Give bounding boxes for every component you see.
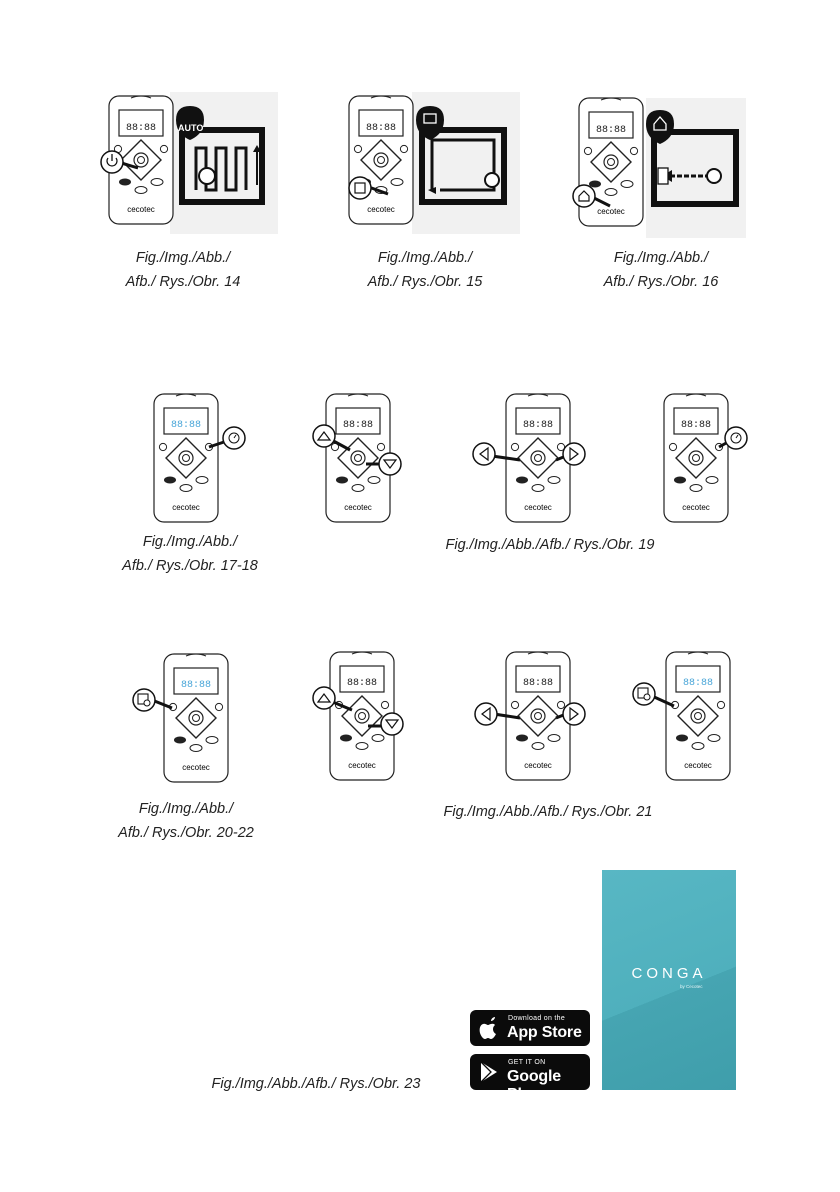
svg-text:88:88: 88:88: [346, 678, 378, 689]
svg-text:cecotec: cecotec: [348, 761, 376, 770]
conga-app-splash: [602, 870, 736, 1090]
svg-text:cecotec: cecotec: [367, 205, 395, 214]
remote-fig-17: [154, 394, 254, 524]
caption-fig-15: Fig./Img./Abb./ Afb./ Rys./Obr. 15: [367, 250, 483, 290]
svg-text:88:88: 88:88: [595, 125, 627, 136]
play-icon: [479, 1061, 501, 1085]
caption-fig-20-22: Fig./Img./Abb./ Afb./ Rys./Obr. 20-22: [118, 801, 254, 841]
apple-icon: [479, 1016, 501, 1040]
svg-text:88:88: 88:88: [365, 123, 397, 134]
svg-text:88:88: 88:88: [682, 678, 714, 689]
conga-logo: CONGA: [631, 965, 707, 982]
conga-byline: by Cecotec: [680, 984, 703, 989]
caption-fig-23: Fig./Img./Abb./Afb./ Rys./Obr. 23: [211, 1076, 421, 1092]
caption-fig-14: Fig./Img./Abb./ Afb./ Rys./Obr. 14: [125, 250, 241, 290]
svg-text:88:88: 88:88: [522, 678, 554, 689]
svg-text:88:88: 88:88: [342, 420, 374, 431]
app-store-small-text: Download on the: [508, 1015, 566, 1022]
remote-illustration: [104, 90, 284, 240]
svg-text:cecotec: cecotec: [524, 761, 552, 770]
svg-text:88:88: 88:88: [170, 420, 202, 431]
svg-text:cecotec: cecotec: [524, 503, 552, 512]
caption-fig-21: Fig./Img./Abb./Afb./ Rys./Obr. 21: [443, 804, 653, 820]
svg-text:cecotec: cecotec: [684, 761, 712, 770]
svg-text:cecotec: cecotec: [172, 503, 200, 512]
remote-fig-20: [124, 654, 234, 784]
svg-text:cecotec: cecotec: [344, 503, 372, 512]
remote-fig-19c: [664, 394, 764, 524]
caption-fig-17-18: Fig./Img./Abb./ Afb./ Rys./Obr. 17-18: [122, 534, 258, 574]
svg-text:88:88: 88:88: [125, 123, 157, 134]
remote-illustration: [344, 90, 524, 240]
app-store-button[interactable]: [470, 1010, 590, 1046]
app-store-label: App Store: [507, 1024, 582, 1041]
remote-fig-21b: [468, 652, 598, 782]
remote-fig-19a: [306, 394, 416, 524]
google-play-button[interactable]: [470, 1054, 590, 1103]
svg-text:88:88: 88:88: [522, 420, 554, 431]
svg-text:cecotec: cecotec: [182, 763, 210, 772]
remote-fig-21c: [626, 652, 736, 782]
caption-fig-16: Fig./Img./Abb./ Afb./ Rys./Obr. 16: [603, 250, 719, 290]
remote-fig-19b: [468, 394, 598, 524]
svg-text:cecotec: cecotec: [682, 503, 710, 512]
svg-text:88:88: 88:88: [180, 680, 212, 691]
svg-text:cecotec: cecotec: [597, 207, 625, 216]
svg-text:88:88: 88:88: [680, 420, 712, 431]
remote-fig-21a: [306, 652, 416, 782]
remote-illustration: [574, 92, 754, 242]
auto-badge: AUTO: [178, 123, 204, 133]
caption-fig-19: Fig./Img./Abb./Afb./ Rys./Obr. 19: [445, 537, 655, 553]
google-play-small-text: GET IT ON: [508, 1059, 546, 1066]
google-play-label: Google Play: [507, 1068, 561, 1103]
remote-brand: cecotec: [127, 205, 155, 214]
